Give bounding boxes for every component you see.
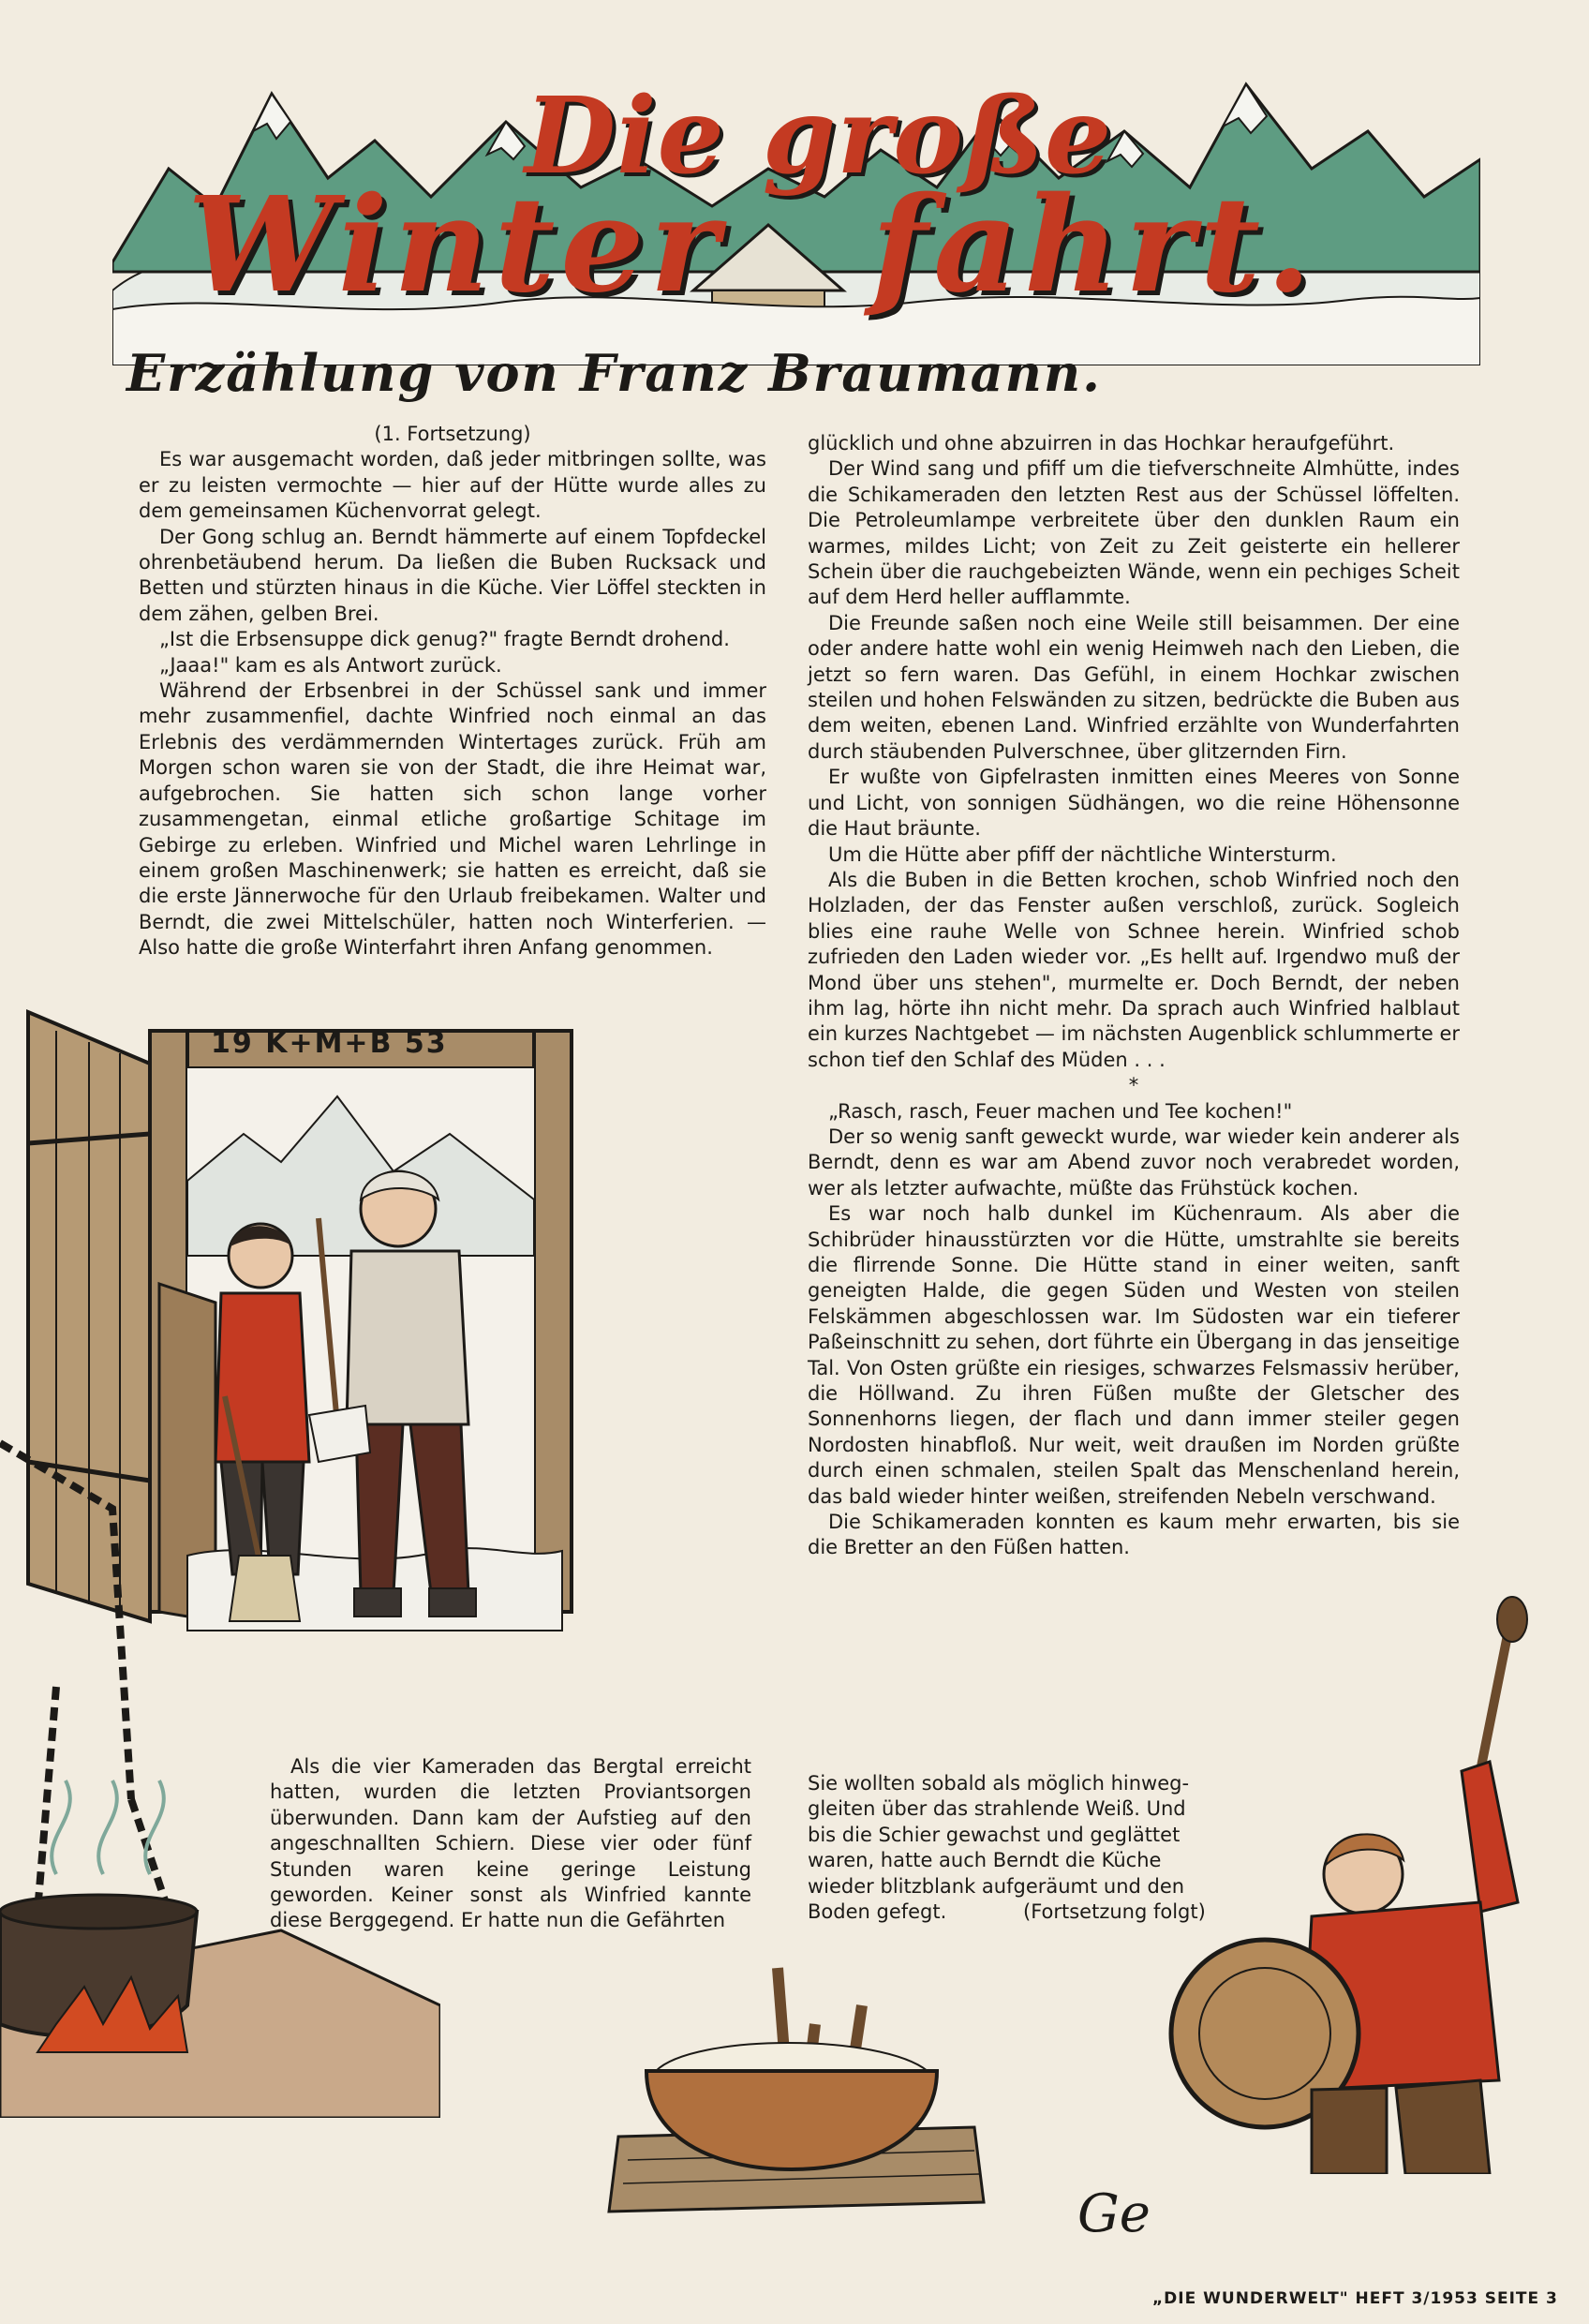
story-right-column — [808, 431, 1460, 1561]
paragraph: Der Wind sang und pfiff um die tiefverschneite Almhütte, indes die Schikameraden den letzten Rest aus der Schüssel löffelten. Die Petroleumlampe verbreitete über den dunklen Raum ein warmes, mildes Licht; von Zeit zu Zeit geisterte ein hellerer Schein über die rauchgebeizten Wände, wenn ein pechiges Scheit auf dem Herd heller aufflammte. — [808, 457, 1460, 609]
text-line: gleiten über das strahlende Weiß. Und — [808, 1797, 1186, 1821]
illustration-bowl-with-spoons — [600, 1949, 993, 2230]
story-right-low-lines — [808, 1771, 1248, 1925]
paragraph: Er wußte von Gipfelrasten inmitten eines Meeres von Sonne und Licht, von sonnigen Südhängen, wo die reine Höhensonne die Haut bräunte. — [808, 766, 1460, 841]
section-separator: * — [1128, 1074, 1139, 1097]
subtitle-author: Erzählung von Franz Braumann. — [126, 343, 1102, 403]
continued-note: (Fortsetzung folgt) — [1023, 1900, 1206, 1924]
paragraph: (1. Fortsetzung) — [374, 423, 531, 445]
paragraph: Die Freunde saßen noch eine Weile still beisammen. Der eine oder andere hatte wohl ein wenig Heimweh nach den Lieben, die jetzt so fern waren. Das Gefühl, in einem Hochkar zwischen steilen und hohen Felswänden zu sitzen, bedrückte die Buben aus dem weiten, ebenen Land. Winfried erzählte von Wunderfahrten durch stäubenden Pulverschnee, über glitzernden Firn. — [808, 611, 1460, 763]
paragraph: „Ist die Erbsensuppe dick genug?" fragte Berndt drohend. — [159, 628, 730, 651]
paragraph: Es war ausgemacht worden, daß jeder mitbringen sollte, was er zu leisten vermochte — hier auf der Hütte wurde alles zu dem gemeinsamen Küchenvorrat gelegt. — [139, 448, 766, 523]
paragraph: „Rasch, rasch, Feuer machen und Tee kochen!" — [828, 1099, 1293, 1123]
last-line — [808, 1899, 1248, 1925]
text-line: wieder blitzblank aufgeräumt und den — [808, 1874, 1185, 1898]
paragraph: „Jaaa!" kam es als Antwort zurück. — [159, 653, 502, 677]
door-inscription: 19 K+M+B 53 — [211, 1027, 448, 1060]
paragraph: Um die Hütte aber pfiff der nächtliche Wintersturm. — [828, 842, 1337, 866]
paragraph: Der Gong schlug an. Berndt hämmerte auf einem Topfdeckel ohrenbetäubend herum. Da ließen die Buben Rucksack und Betten und stürzten hinaus in die Küche. Vier Löffel steckten in dem zähen, gelben Brei. — [139, 525, 766, 625]
paragraph: Der so wenig sanft geweckt wurde, war wieder kein anderer als Berndt, denn es war am Abend zuvor noch verabredet worden, wer als letzter aufwachte, müßte das Frühstück kochen. — [808, 1125, 1460, 1199]
text-line: Sie wollten sobald als möglich hinweg- — [808, 1772, 1190, 1795]
story-left-column — [139, 422, 766, 961]
paragraph: Während der Erbsenbrei in der Schüssel sank und immer mehr zusammenfiel, dachte Winfried noch einmal an das Erlebnis des verdämmernden Wintertages zurück. Früh am Morgen schon waren sie von der Stadt, die ihre Heimat war, aufgebrochen. Sie hatten sich schon lange vorher zusammengetan, einmal etliche großartige Schitage im Gebirge zu erleben. Winfried und Michel waren Lehrlinge in einem großen Maschinenwerk; sie hatten es erreicht, daß sie die erste Jännerwoche für den Urlaub freibekamen. Walter und Berndt, die zwei Mittelschüler, hatten noch Winterferien. — Also hatte die große Winterfahrt ihren Anfang genommen. — [139, 679, 766, 960]
paragraph: Es war noch halb dunkel im Küchenraum. Als aber die Schibrüder hinausstürzten vor die Hütte, umstrahlte sie bereits die flirrende Sonne. Die Hütte stand in einer weiten, sanft geneigten Halde, die gegen Süden und Westen von steilen Felskämmen abgeschlossen war. Im Südosten war ein tieferer Paßeinschnitt zu sehen, dort führte ein Übergang in das jenseitige Tal. Von Osten grüßte ein riesiges, schwarzes Felsmassiv herüber, die Höllwand. Zu ihren Füßen mußte der Gletscher des Sonnenhorns liegen, der flach und dann immer steiler gegen Nordosten hinabfloß. Nur weit, weit draußen im Norden grüßte durch einen schmalen, steilen Spalt das Menschenland herein, das bald wieder hinter weißen, streifenden Nebeln verschwand. — [808, 1202, 1460, 1508]
text-line: waren, hatte auch Berndt die Küche — [808, 1849, 1162, 1872]
title-word-fahrt: fahrt. — [871, 169, 1317, 322]
story-bottom-left-column — [270, 1754, 751, 1934]
page-footer: „DIE WUNDERWELT" HEFT 3/1953 SEITE 3 — [1152, 2289, 1558, 2308]
paragraph: Als die Buben in die Betten krochen, schob Winfried noch den Holzladen, der das Fenster außen verschloß, zurück. Sogleich blies eine rauhe Welle von Schnee herein. Winfried schob zufrieden den Laden wieder vor. „Es hellt auf. Irgendwo muß der Mond über uns stehen", murmelte er. Doch Berndt, der neben ihm lag, hörte ihn nicht mehr. Da sprach auch Winfried halblaut ein kurzes Nachtgebet — im nächsten Augenblick schlummerte er schon tief den Schlaf des Müden . . . — [808, 868, 1460, 1071]
title-line-1: Die große — [525, 75, 1113, 198]
paragraph: Die Schikameraden konnten es kaum mehr erwarten, bis sie die Bretter an den Füßen hatten. — [808, 1511, 1460, 1559]
text-line: bis die Schier gewachst und geglättet — [808, 1823, 1181, 1846]
paragraph: Als die vier Kameraden das Bergtal erreicht hatten, wurden die letzten Proviantsorgen überwunden. Dann kam der Aufstieg auf den angeschnallten Schiern. Diese vier oder fünf Stunden waren keine geringe Leistung geworden. Keiner sonst als Winfried kannte diese Berggegend. Er hatte nun die Gefährten — [270, 1755, 751, 1932]
text-line: Boden gefegt. — [808, 1900, 947, 1924]
title-word-winter: Winter — [187, 169, 725, 322]
paragraph: glücklich und ohne abzuirren in das Hochkar heraufgeführt. — [808, 432, 1395, 454]
artist-signature: Ge — [1077, 2183, 1151, 2244]
